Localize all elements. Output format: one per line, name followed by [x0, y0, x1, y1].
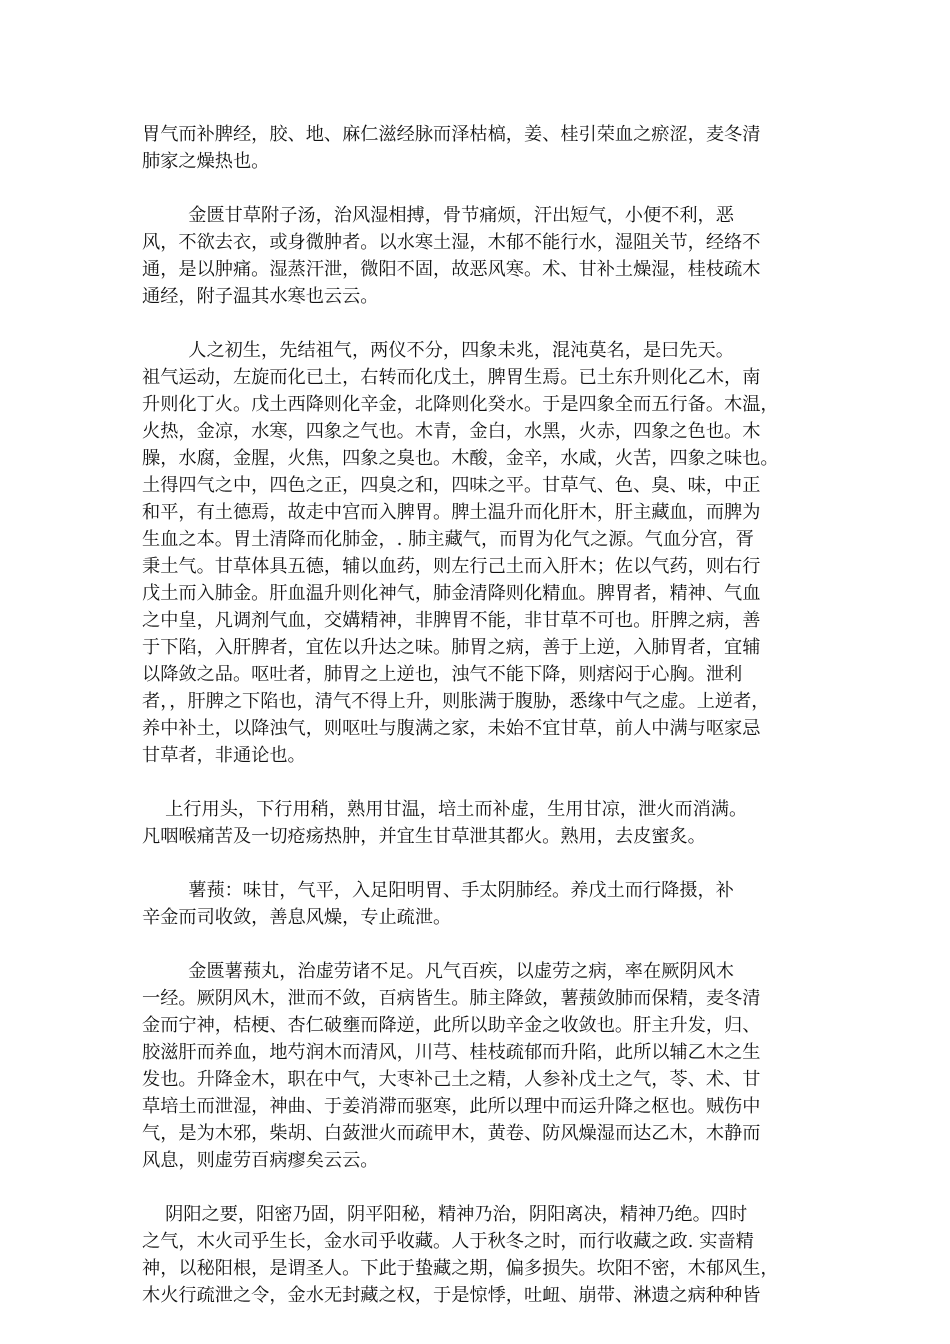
paragraph: [142, 796, 812, 850]
text-line: 通，是以肿痛。湿蒸汗泄，微阳不固，故恶风寒。术、甘补土燥湿，桂枝疏木: [142, 259, 761, 280]
text-line: 戊土而入肺金。肝血温升则化神气，肺金清降则化精血。脾胃者，精神、气血: [142, 583, 761, 604]
text-line: 金匮薯蓣丸，治虚劳诸不足。凡气百疾，以虚劳之病，率在厥阴风木: [142, 961, 734, 982]
text-line: 金而宁神，桔梗、杏仁破壅而降逆，此所以助辛金之收敛也。肝主升发，归、: [142, 1015, 761, 1036]
paragraph: [142, 1201, 812, 1309]
text-line: 升则化丁火。戊土西降则化辛金，北降则化癸水。于是四象全而五行备。木温，: [142, 394, 779, 415]
text-line: 之气，木火司乎生长，金水司乎收藏。人于秋冬之时，而行收藏之政. 实啬精: [142, 1231, 754, 1252]
text-line: 土得四气之中，四色之正，四臭之和，四味之平。甘草气、色、臭、味，中正: [142, 475, 761, 496]
text-line: 之中皇，凡调剂气血，交媾精神，非脾胃不能，非甘草不可也。肝脾之病，善: [142, 610, 761, 631]
text-line: 和平，有土德焉，故走中宫而入脾胃。脾土温升而化肝木，肝主藏血，而脾为: [142, 502, 761, 523]
paragraph: [142, 121, 812, 175]
paragraph: [142, 202, 812, 310]
text-line: 祖气运动，左旋而化已土，右转而化戊土，脾胃生焉。已土东升则化乙木，南: [142, 367, 761, 388]
text-line: 者，，肝脾之下陷也，清气不得上升，则胀满于腹胁，悉缘中气之虚。上逆者，: [142, 691, 770, 712]
text-line: 胶滋肝而养血，地芍润木而清风，川芎、桂枝疏郁而升陷，此所以辅乙木之生: [142, 1042, 761, 1063]
paragraph: [142, 877, 812, 931]
text-line: 肺家之燥热也。: [142, 151, 270, 172]
text-line: 胃气而补脾经，胶、地、麻仁滋经脉而泽枯槁，姜、桂引荣血之瘀涩，麦冬清: [142, 124, 761, 145]
text-line: 阴阳之要，阳密乃固，阴平阳秘，精神乃治，阴阳离决，精神乃绝。四时: [142, 1204, 748, 1225]
text-line: 发也。升降金木，职在中气，大枣补己土之精，人参补戊土之气，苓、术、甘: [142, 1069, 761, 1090]
text-line: 草培土而泄湿，神曲、于姜消滞而驱寒，此所以理中而运升降之枢也。贼伤中: [142, 1096, 761, 1117]
text-line: 于下陷，入肝脾者，宜佐以升达之味。肺胃之病，善于上逆，入肺胃者，宜辅: [142, 637, 761, 658]
text-line: 火热，金凉，水寒，四象之气也。木青，金白，水黑，火赤，四象之色也。木: [142, 421, 761, 442]
text-line: 金匮甘草附子汤，治风湿相搏，骨节痛烦，汗出短气，小便不利，恶: [142, 205, 734, 226]
text-line: 臊，水腐，金腥，火焦，四象之臭也。木酸，金辛，水咸，火苦，四象之味也。: [142, 448, 779, 469]
text-line: 养中补土，以降浊气，则呕吐与腹满之家，未始不宜甘草，前人中满与呕家忌: [142, 718, 761, 739]
text-line: 辛金而司收敛，善息风燥，专止疏泄。: [142, 907, 452, 928]
text-line: 生血之本。胃土清降而化肺金，. 肺主藏气，而胃为化气之源。气血分宫，胥: [142, 529, 754, 550]
document-text: [142, 121, 812, 1336]
text-line: 木火行疏泄之令，金水无封藏之权，于是惊悸，吐衄、崩带、淋遗之病种种皆: [142, 1285, 761, 1306]
text-line: 风，不欲去衣，或身微肿者。以水寒土湿，木郁不能行水，湿阻关节，经络不: [142, 232, 761, 253]
text-line: 气，是为木邪，柴胡、白蔹泄火而疏甲木，黄卷、防风燥湿而达乙木，木静而: [142, 1123, 761, 1144]
text-line: 秉土气。甘草体具五德，辅以血药，则左行己土而入肝木；佐以气药，则右行: [142, 556, 761, 577]
paragraph: [142, 337, 812, 769]
text-line: 薯蓣：味甘，气平，入足阳明胃、手太阴肺经。养戊土而行降摄，补: [142, 880, 734, 901]
text-line: 人之初生，先结祖气，两仪不分，四象未兆，混沌莫名，是曰先天。: [142, 340, 734, 361]
text-line: 以降敛之品。呕吐者，肺胃之上逆也，浊气不能下降，则痞闷于心胸。泄利: [142, 664, 743, 685]
text-line: 甘草者，非通论也。: [142, 745, 306, 766]
text-line: 神，以秘阳根，是谓圣人。下此于蛰藏之期，偏多损失。坎阳不密，木郁风生，: [142, 1258, 779, 1279]
text-line: 凡咽喉痛苦及一切疮疡热肿，并宜生甘草泄其都火。熟用，去皮蜜炙。: [142, 826, 706, 847]
text-line: 一经。厥阴风木，泄而不敛，百病皆生。肺主降敛，薯蓣敛肺而保精，麦冬清: [142, 988, 761, 1009]
text-line: 通经，附子温其水寒也云云。: [142, 286, 379, 307]
text-line: 上行用头，下行用稍，熟用甘温，培土而补虚，生用甘凉，泄火而消满。: [142, 799, 748, 820]
text-line: 风息，则虚劳百病瘳矣云云。: [142, 1150, 379, 1171]
paragraph: [142, 958, 812, 1174]
